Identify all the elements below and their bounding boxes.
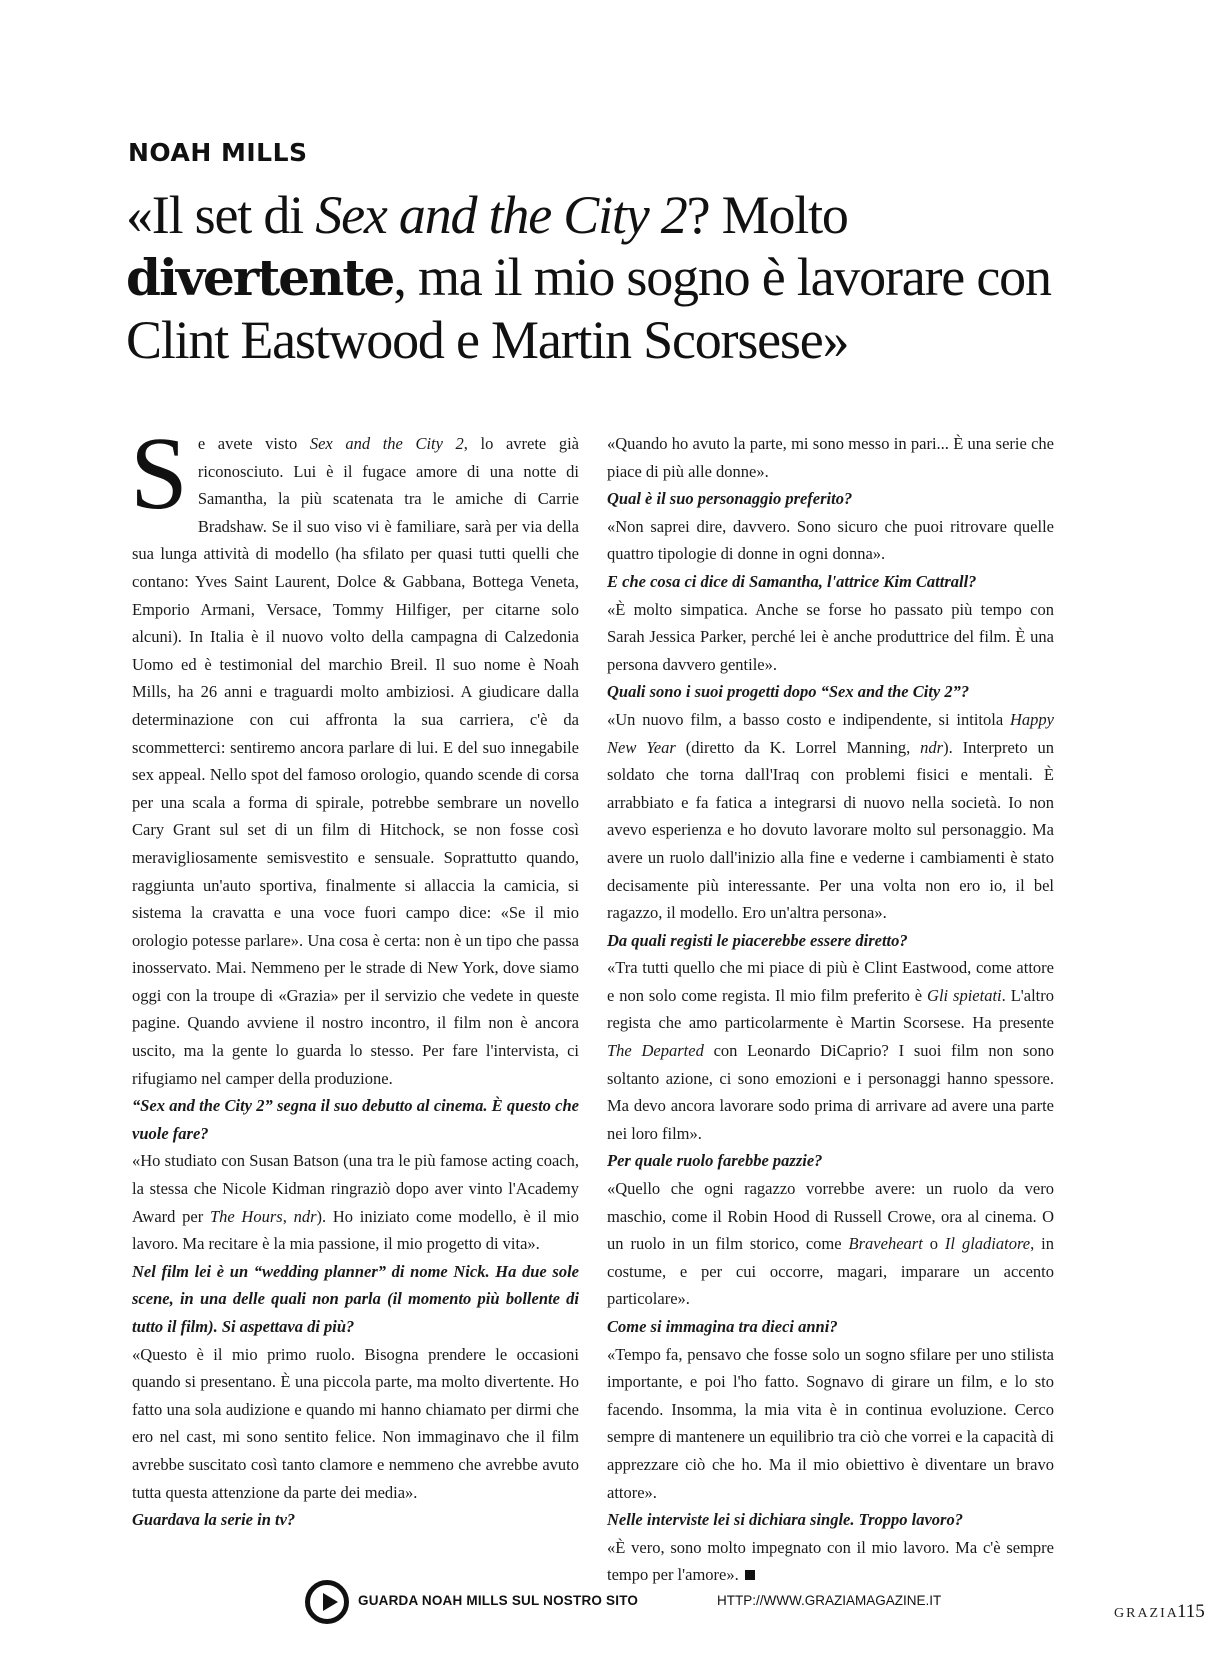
intro-text: , lo avrete già riconosciuto. Lui è il fugace amore di una notte di Samantha, la più scatenata tra le amiche di Carrie Bradshaw. Se il suo viso vi è familiare, sarà per via della sua lunga attività di modello (ha sfilato per quasi tutti quelli che contano: Yves Saint Laurent, Dolce & Gabbana, Bottega Veneta, Emporio Armani, Versace, Tommy Hilfiger, per citarne solo alcuni). In Italia è il nuovo volto della campagna di Calzedonia Uomo ed è testimonial del marchio Breil. Il suo nome è Noah Mills, ha 26 anni e traguardi molto ambiziosi. A giudicare dalla determinazione con cui affronta la sua carriera, c'è da scommetterci: sentiremo ancora parlare di lui. E del suo innegabile sex appeal. Nello spot del famoso orologio, quando scende di corsa per una scala a forma di spirale, potrebbe sembrare un novello Cary Grant sul set di un film di Hitchock, se non fosse così meravigliosamente semisvestito e sensuale. Soprattutto quando, raggiunta un'auto sportiva, finalmente si allaccia la camicia, si sistema la cravatta e una voce fuori campo dice: «Se il mio orologio potesse parlare». Una cosa è certa: non è un tipo che passa inosservato. Mai. Nemmeno per le strade di New York, dove siamo oggi con la troupe di «Grazia» per il servizio che vedete in queste pagine. Quando avviene il nostro incontro, il film non è ancora uscito, ma la gente lo guarda lo stesso. Per fare l'intervista, ci rifugiamo nel camper della produzione. [132, 434, 579, 1088]
end-mark-icon [745, 1570, 755, 1580]
intro-paragraph [130, 416, 579, 1092]
interview-answer: «È vero, sono molto impegnato con il mio lavoro. Ma c'è sempre tempo per l'amore». [607, 1537, 1054, 1585]
headline-emphasis: divertente [126, 248, 394, 307]
interview-answer: «È molto simpatica. Anche se forse ho passato più tempo con Sarah Jessica Parker, perché lei è anche produttrice del film. È una persona davvero gentile». [607, 599, 1054, 674]
interview-question: Qual è il suo personaggio preferito? [607, 489, 853, 509]
page-number: 115 [1177, 1601, 1205, 1622]
interview-question: “Sex and the City 2” segna il suo debutto al cinema. È questo che vuole fare? [132, 1096, 579, 1143]
play-icon[interactable] [305, 1580, 349, 1624]
interview-question: Come si immagina tra dieci anni? [607, 1317, 838, 1336]
drop-cap: S [130, 416, 188, 531]
interview-answer: «Questo è il mio primo ruolo. Bisogna prendere le occasioni quando si presentano. È una piccola parte, ma molto divertente. Ho fatto una sola audizione e quando mi hanno chiamato per dirmi che ero nel cast, mi sono sentito felice. Non immaginavo che il film avrebbe suscitato così tanto clamore e nemmeno che avrebbe avuto tutta questa attenzione da parte dei media». [132, 1344, 579, 1502]
interview-question: Nelle interviste lei si dichiara single. Troppo lavoro? [607, 1510, 963, 1530]
interview-answer: «Non saprei dire, davvero. Sono sicuro che puoi ritrovare quelle quattro tipologie di donne in ogni donna». [607, 516, 1054, 564]
article-column-left [130, 416, 580, 1534]
magazine-logo: GRAZIA [1114, 1606, 1179, 1621]
headline-part: ? Molto [686, 185, 848, 245]
interview-answer: «Un nuovo film, a basso costo e indipendente, si intitola Happy New Year (diretto da K. Lorrel Manning, ndr). Interpreto un soldato che torna dall'Iraq con problemi fisici e mentali. È arrabbiato e fa fatica a integrarsi di nuovo nella società. Io non avevo esperienza e ho dovuto lavorare molto sul personaggio. Ma avere un ruolo dall'inizio alla fine e vederne i cambiamenti è stato decisamente più interessante. Per una volta non ero io, il bel ragazzo, il modello. Ero un'altra persona». [607, 709, 1054, 923]
headline-part: , ma il mio sogno è lavorare con Clint Eastwood e Martin Scorsese» [126, 247, 1051, 370]
intro-text: e avete visto [197, 434, 310, 453]
article-headline [126, 184, 1136, 371]
interview-answer: «Quando ho avuto la parte, mi sono messo in pari... È una serie che piace di più alle donne». [607, 434, 1054, 481]
interview-answer: «Tra tutti quello che mi piace di più è Clint Eastwood, come attore e non solo come regista. Il mio film preferito è Gli spietati. L'altro regista che amo particolarmente è Martin Scorsese. Ha presente The Departed con Leonardo DiCaprio? I suoi film non sono soltanto azione, ci sono emozioni e i personaggi hanno spessore. Ma devo ancora lavorare sodo prima di arrivare ad avere una parte nei loro film». [607, 958, 1054, 1143]
headline-title: Sex and the City 2 [315, 185, 687, 245]
headline-part: «Il set di [126, 185, 316, 245]
website-url[interactable]: HTTP://WWW.GRAZIAMAGAZINE.IT [717, 1593, 942, 1608]
video-cta-text[interactable]: GUARDA NOAH MILLS SUL NOSTRO SITO [358, 1593, 639, 1608]
interview-answer: «Ho studiato con Susan Batson (una tra le più famose acting coach, la stessa che Nicole Kidman ringraziò dopo aver vinto l'Academy Award per The Hours, ndr). Ho iniziato come modello, è il mio lavoro. Ma recitare è la mia passione, il mio progetto di vita». [132, 1151, 580, 1254]
intro-title: Sex and the City 2 [309, 434, 464, 453]
interview-answer: «Quello che ogni ragazzo vorrebbe avere: un ruolo da vero maschio, come il Robin Hood di Russell Crowe, ora al cinema. O un ruolo in un film storico, come Braveheart o Il gladiatore, in costume, e per cui occorre, magari, imparare un accento particolare». [607, 1179, 1054, 1309]
interview-question: Guardava la serie in tv? [132, 1510, 296, 1530]
interview-question: Per quale ruolo farebbe pazzie? [607, 1151, 823, 1171]
interview-answer: «Tempo fa, pensavo che fosse solo un sogno sfilare per uno stilista importante, e poi l'ho fatto. Sognavo di girare un film, e lo sto facendo. Insomma, la mia vita è in continua evoluzione. Cerco sempre di mantenere un equilibrio tra ciò che vorrei e la capacità di apprezzare ciò che ho. Ma il mio obiettivo è diventare un bravo attore». [607, 1344, 1054, 1502]
interview-question: Quali sono i suoi progetti dopo “Sex and the City 2”? [607, 682, 970, 702]
interview-question: E che cosa ci dice di Samantha, l'attrice Kim Cattrall? [607, 571, 977, 591]
article-column-right [607, 430, 1054, 1589]
interview-question: Nel film lei è un “wedding planner” di nome Nick. Ha due sole scene, in una delle quali non parla (il momento più bollente di tutto il film). Si aspettava di più? [132, 1261, 579, 1336]
interview-question: Da quali registi le piacerebbe essere diretto? [607, 930, 908, 950]
section-kicker: NOAH MILLS [128, 138, 308, 167]
